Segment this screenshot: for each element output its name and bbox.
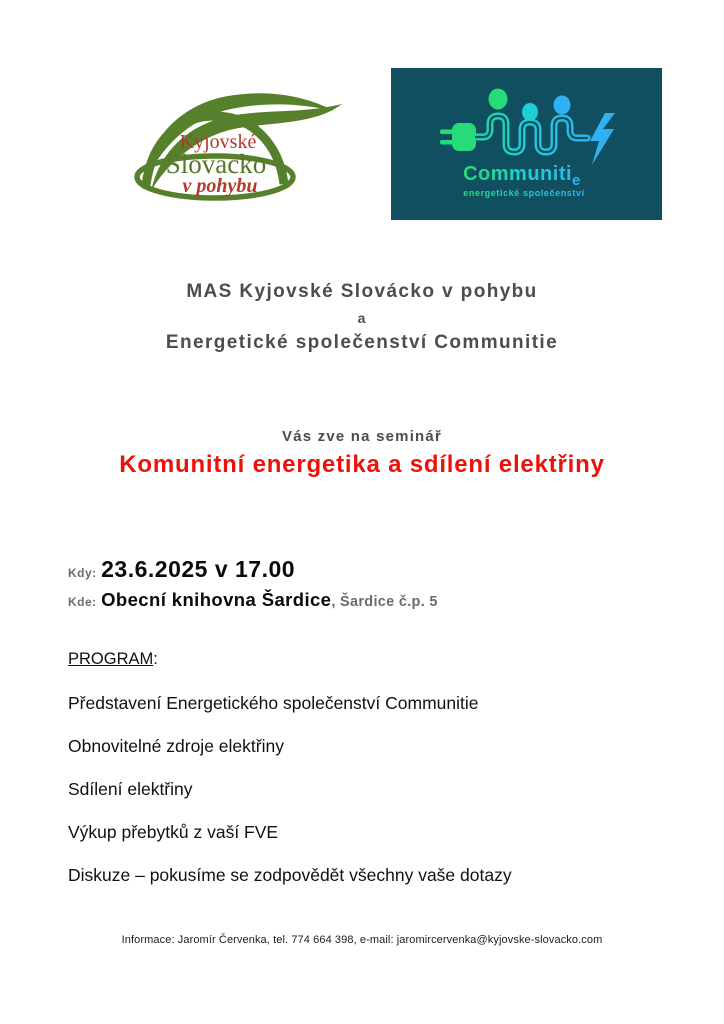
where-label: Kde: <box>68 595 97 609</box>
org-line-2: Energetické společenství Communitie <box>165 332 559 353</box>
where-value: Obecní knihovna Šardice <box>101 589 332 610</box>
logo-left-line3: v pohybu <box>182 175 258 197</box>
logo-left-line1: Kyjovské <box>179 131 257 153</box>
program-item: Výkup přebytků z vaší FVE <box>68 822 279 842</box>
where-row <box>68 589 438 611</box>
program-item: Obnovitelné zdroje elektřiny <box>68 736 284 756</box>
invite-lead: Vás zve na seminář <box>281 428 442 445</box>
program-heading: PROGRAM: <box>68 650 158 668</box>
when-row <box>68 556 295 583</box>
program-item: Představení Energetického společenství Communitie <box>68 693 479 713</box>
head-blue-icon <box>554 96 571 115</box>
head-teal-icon <box>522 103 538 121</box>
communitie-logo-icon <box>391 68 662 220</box>
program-list <box>68 694 668 909</box>
organization-heading <box>0 281 724 354</box>
logo-left-line2: Slovácko <box>165 149 267 179</box>
seminar-title: Komunitní energetika a sdílení elektřiny <box>119 451 605 478</box>
kyjovske-slovacko-logo-icon <box>118 84 346 202</box>
contact-info: Informace: Jaromír Červenka, tel. 774 664 398, e-mail: jaromircervenka@kyjovske-slovacko.com <box>121 934 603 946</box>
org-conjunction: a <box>357 310 367 326</box>
program-item: Sdílení elektřiny <box>68 779 193 799</box>
head-green-icon <box>489 89 508 110</box>
when-label: Kdy: <box>68 566 97 580</box>
program-item: Diskuze – pokusíme se zodpovědět všechny vaše dotazy <box>68 865 512 885</box>
where-suffix: , Šardice č.p. 5 <box>331 594 438 610</box>
logo-tagline: energetické společenství <box>463 188 585 198</box>
when-value: 23.6.2025 v 17.00 <box>101 556 296 582</box>
logo-brand-text: Communiti$_e$ <box>463 163 581 189</box>
org-line-1: MAS Kyjovské Slovácko v pohybu <box>186 281 538 302</box>
